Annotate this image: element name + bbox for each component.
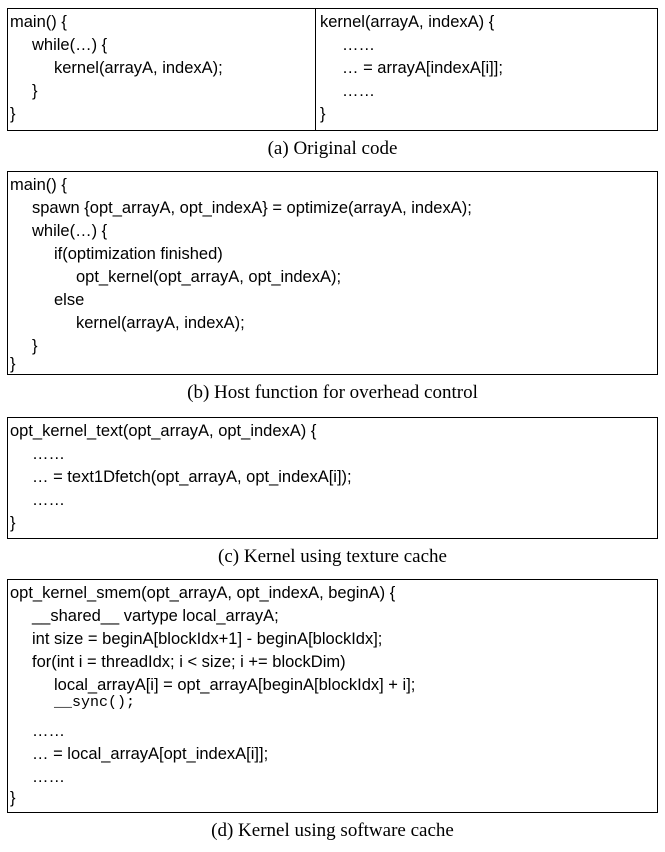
code-line: …… [32, 445, 65, 463]
code-line: opt_kernel_text(opt_arrayA, opt_indexA) { [10, 422, 317, 440]
panel-a-code-box [7, 8, 658, 131]
code-line: opt_kernel(opt_arrayA, opt_indexA); [76, 268, 342, 286]
caption-a: (a) Original code [267, 138, 398, 159]
code-line: … = text1Dfetch(opt_arrayA, opt_indexA[i]); [32, 468, 352, 486]
code-line: local_arrayA[i] = opt_arrayA[beginA[blockIdx] + i]; [54, 676, 416, 694]
code-line: if(optimization finished) [54, 245, 223, 263]
code-line: kernel(arrayA, indexA); [76, 314, 245, 332]
caption-d: (d) Kernel using software cache [211, 820, 454, 841]
code-line: kernel(arrayA, indexA); [54, 59, 223, 77]
code-line: __shared__ vartype local_arrayA; [32, 607, 279, 625]
code-line: while(…) { [32, 222, 108, 240]
code-line: …… [32, 491, 65, 509]
code-line: spawn {opt_arrayA, opt_indexA} = optimize(arrayA, indexA); [32, 199, 472, 217]
panel-c-code-box [7, 417, 658, 539]
panel-d-code-box [7, 579, 658, 813]
code-line: … = arrayA[indexA[i]]; [342, 59, 503, 77]
code-line: } [10, 105, 16, 123]
code-line: …… [342, 36, 375, 54]
code-line: main() { [10, 176, 67, 194]
code-line: while(…) { [32, 36, 108, 54]
code-line: opt_kernel_smem(opt_arrayA, opt_indexA, beginA) { [10, 584, 396, 602]
code-line: } [10, 355, 16, 373]
code-line: } [32, 337, 38, 355]
panel-a-divider [315, 9, 316, 130]
panel-b-code-box [7, 171, 658, 375]
code-line: …… [32, 722, 65, 740]
caption-c: (c) Kernel using texture cache [218, 546, 447, 567]
code-line-sync: __sync(); [54, 694, 136, 711]
code-line: kernel(arrayA, indexA) { [320, 13, 495, 31]
code-line: } [320, 105, 326, 123]
code-line: … = local_arrayA[opt_indexA[i]]; [32, 745, 269, 763]
code-line: int size = beginA[blockIdx+1] - beginA[blockIdx]; [32, 630, 383, 648]
code-line: …… [32, 768, 65, 786]
code-line: else [54, 291, 85, 309]
code-line: } [10, 514, 16, 532]
code-line: main() { [10, 13, 67, 31]
caption-b: (b) Host function for overhead control [187, 382, 478, 403]
code-line: } [32, 82, 38, 100]
code-line: …… [342, 82, 375, 100]
code-line: for(int i = threadIdx; i < size; i += blockDim) [32, 653, 346, 671]
code-line: } [10, 789, 16, 807]
